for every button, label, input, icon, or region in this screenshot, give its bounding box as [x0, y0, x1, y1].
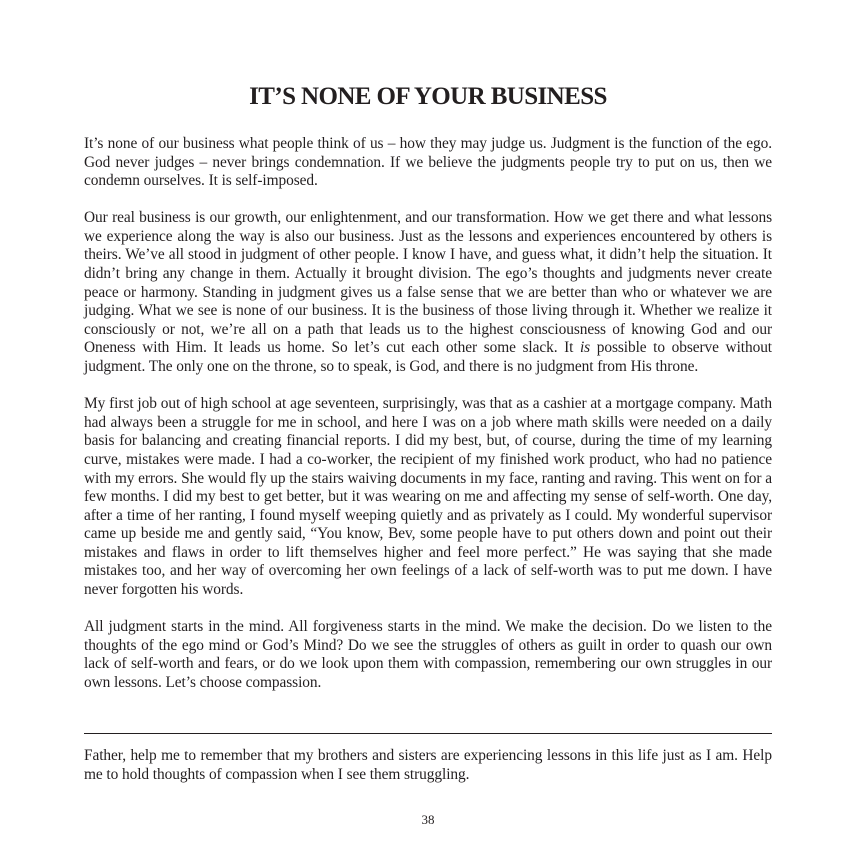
paragraph-1: It’s none of our business what people think of us – how they may judge us. Judgment is the function of the ego. God never judges – never brings condemnation. If we believe the judgments people try to put on us, then we condemn ourselves. It is self-imposed.	[84, 135, 772, 190]
page-title: IT’S NONE OF YOUR BUSINESS	[249, 83, 607, 110]
page-number: 38	[421, 812, 435, 827]
paragraph-2-text-end: possible to observe without judgment. The only one on the throne, so to speak, is God, and there is no judgment from His throne.	[84, 339, 772, 376]
paragraph-4: All judgment starts in the mind. All forgiveness starts in the mind. We make the decision. Do we listen to the thoughts of the ego mind or God’s Mind? Do we see the struggles of others as guilt in order to quash our own lack of self-worth and fears, or do we look upon them with compassion, remembering our own struggles in our own lessons. Let’s choose compassion.	[84, 618, 772, 691]
prayer-text: Father, help me to remember that my brothers and sisters are experiencing lessons in this life just as I am. Help me to hold thoughts of compassion when I see them struggling.	[84, 747, 772, 783]
paragraph-2	[84, 209, 772, 376]
paragraph-2-text-start: Our real business is our growth, our enlightenment, and our transformation. How we get there and what lessons we experience along the way is also our business. Just as the lessons and experiences encountered by others is theirs. We’ve all stood in judgment of other people. I know I have, and guess what, it didn’t help the situation. It didn’t bring any change in them. Actually it brought division. The ego’s thoughts and judgments never create peace or harmony. Standing in judgment gives us a false sense that we are better than who or whatever we are judging. What we see is none of our business. It is the business of those living through it. Whether we realize it consciously or not, we’re all on a path that leads us to the highest consciousness of knowing God and our Oneness with Him. It leads us home. So let’s cut each other some slack. It	[84, 209, 772, 357]
paragraph-3: My first job out of high school at age seventeen, surprisingly, was that as a cashier at a mortgage company. Math had always been a struggle for me in school, and here I was on a job where math skills were needed on a daily basis for balancing and creating financial reports. I did my best, but, of course, during the time of my learning curve, mistakes were made. I had a co-worker, the recipient of my finished work product, who had no patience with my errors. She would fly up the stairs waiving documents in my face, ranting and raving. This went on for a few months. I did my best to get better, but it was wearing on me and affecting my sense of self-worth. One day, after a time of her ranting, I found myself weeping quietly and as privately as I could. My wonderful supervisor came up beside me and gently said, “You know, Bev, some people have to put others down and point out their mistakes and flaws in order to lift themselves higher and feel more perfect.” He was saying that she made mistakes too, and her way of overcoming her own feelings of a lack of self-worth was to put me down. I have never forgotten his words.	[84, 395, 772, 599]
paragraph-2-emphasis: is	[579, 339, 591, 357]
body-text	[84, 135, 772, 693]
book-page	[84, 0, 772, 866]
divider-rule	[84, 733, 772, 734]
